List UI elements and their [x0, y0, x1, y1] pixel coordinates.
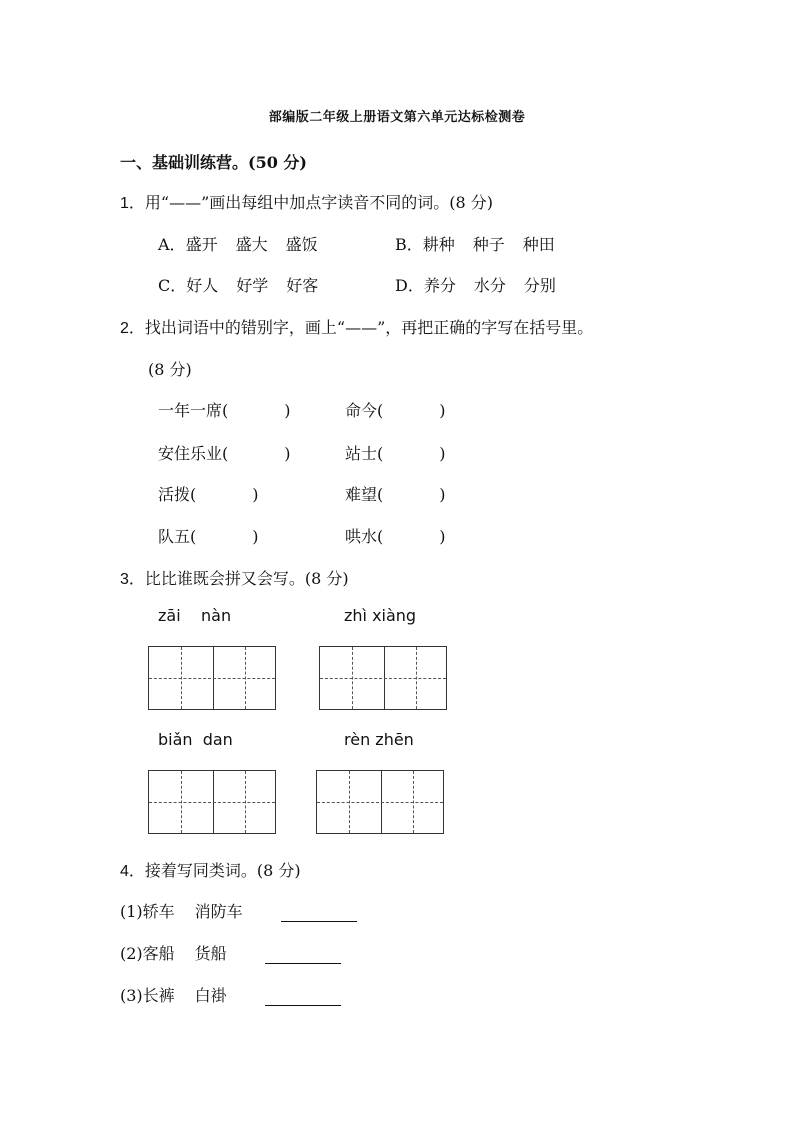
close-paren: ): [439, 527, 446, 546]
question-1: [120, 190, 493, 213]
close-paren: ): [439, 444, 446, 463]
section-heading: 一、基础训练营。(50 分): [120, 153, 307, 172]
option-word: 养分: [423, 276, 456, 295]
option-word: 盛大: [235, 235, 268, 254]
option-word: 好客: [286, 276, 319, 295]
pinyin-label: zāi nàn: [158, 606, 232, 625]
pinyin-label: zhì xiàng: [344, 606, 417, 625]
close-paren: ): [252, 485, 259, 504]
option-d: [395, 273, 556, 296]
pinyin-label: rèn zhēn: [344, 730, 414, 749]
item-label: (1)轿车: [120, 902, 175, 921]
answer-line[interactable]: [265, 987, 341, 1006]
close-paren: ): [284, 401, 291, 420]
writing-grid[interactable]: [316, 770, 444, 834]
option-letter: A．: [158, 235, 186, 254]
word: 命今: [345, 401, 378, 420]
option-letter: C．: [158, 276, 187, 295]
word: 队五: [158, 527, 191, 546]
item-label: (2)客船: [120, 944, 175, 963]
option-word: 盛饭: [285, 235, 318, 254]
item-word: 消防车: [194, 902, 243, 921]
close-paren: ): [284, 444, 291, 463]
item-label: (3)长裤: [120, 986, 175, 1005]
correction-item: [345, 441, 446, 464]
option-word: 耕种: [422, 235, 455, 254]
option-c: [158, 273, 318, 296]
category-item: [120, 941, 341, 964]
correction-item: [345, 482, 446, 505]
question-text: 比比谁既会拼又会写。(8 分): [144, 569, 349, 588]
option-letter: B．: [395, 235, 423, 254]
question-3: [120, 566, 349, 589]
word: 一年一席: [158, 401, 223, 420]
open-paren: (: [222, 444, 229, 463]
word: 哄水: [345, 527, 378, 546]
open-paren: (: [377, 527, 384, 546]
word: 难望: [345, 485, 378, 504]
open-paren: (: [377, 444, 384, 463]
question-number: 4．: [120, 863, 145, 880]
question-text: 找出词语中的错别字，画上“——”，再把正确的字写在括号里。: [144, 318, 594, 337]
item-word: 货船: [194, 944, 227, 963]
answer-line[interactable]: [281, 903, 357, 922]
open-paren: (: [377, 485, 384, 504]
pinyin-label: biǎn dan: [158, 730, 233, 749]
item-word: 白褂: [194, 986, 227, 1005]
question-number: 2．: [120, 320, 145, 337]
writing-grid[interactable]: [148, 770, 276, 834]
question-2: [120, 315, 593, 338]
category-item: [120, 899, 357, 922]
option-b: [395, 232, 555, 255]
writing-grid[interactable]: [319, 646, 447, 710]
close-paren: ): [439, 401, 446, 420]
correction-item: [158, 441, 291, 464]
correction-item: [158, 524, 259, 547]
question-text: 用“——”画出每组中加点字读音不同的词。(8 分): [144, 193, 494, 212]
question-4: [120, 858, 301, 881]
open-paren: (: [190, 527, 197, 546]
option-word: 好学: [236, 276, 269, 295]
question-text: 接着写同类词。(8 分): [144, 861, 301, 880]
option-a: [158, 232, 318, 255]
page-title: 部编版二年级上册语文第六单元达标检测卷: [268, 110, 526, 125]
option-word: 种田: [522, 235, 555, 254]
word: 安住乐业: [158, 444, 223, 463]
close-paren: ): [439, 485, 446, 504]
open-paren: (: [190, 485, 197, 504]
option-word: 盛开: [185, 235, 218, 254]
close-paren: ): [252, 527, 259, 546]
option-word: 水分: [473, 276, 506, 295]
option-word: 分别: [523, 276, 556, 295]
open-paren: (: [377, 401, 384, 420]
correction-item: [158, 398, 291, 421]
question-number: 3．: [120, 571, 145, 588]
writing-grid[interactable]: [148, 646, 276, 710]
question-score: (8 分): [148, 360, 192, 379]
answer-line[interactable]: [265, 945, 341, 964]
correction-item: [158, 482, 259, 505]
correction-item: [345, 398, 446, 421]
open-paren: (: [222, 401, 229, 420]
option-word: 好人: [186, 276, 219, 295]
word: 站士: [345, 444, 378, 463]
question-number: 1．: [120, 195, 145, 212]
option-word: 种子: [472, 235, 505, 254]
option-letter: D．: [395, 276, 424, 295]
word: 活拨: [158, 485, 191, 504]
correction-item: [345, 524, 446, 547]
category-item: [120, 983, 341, 1006]
